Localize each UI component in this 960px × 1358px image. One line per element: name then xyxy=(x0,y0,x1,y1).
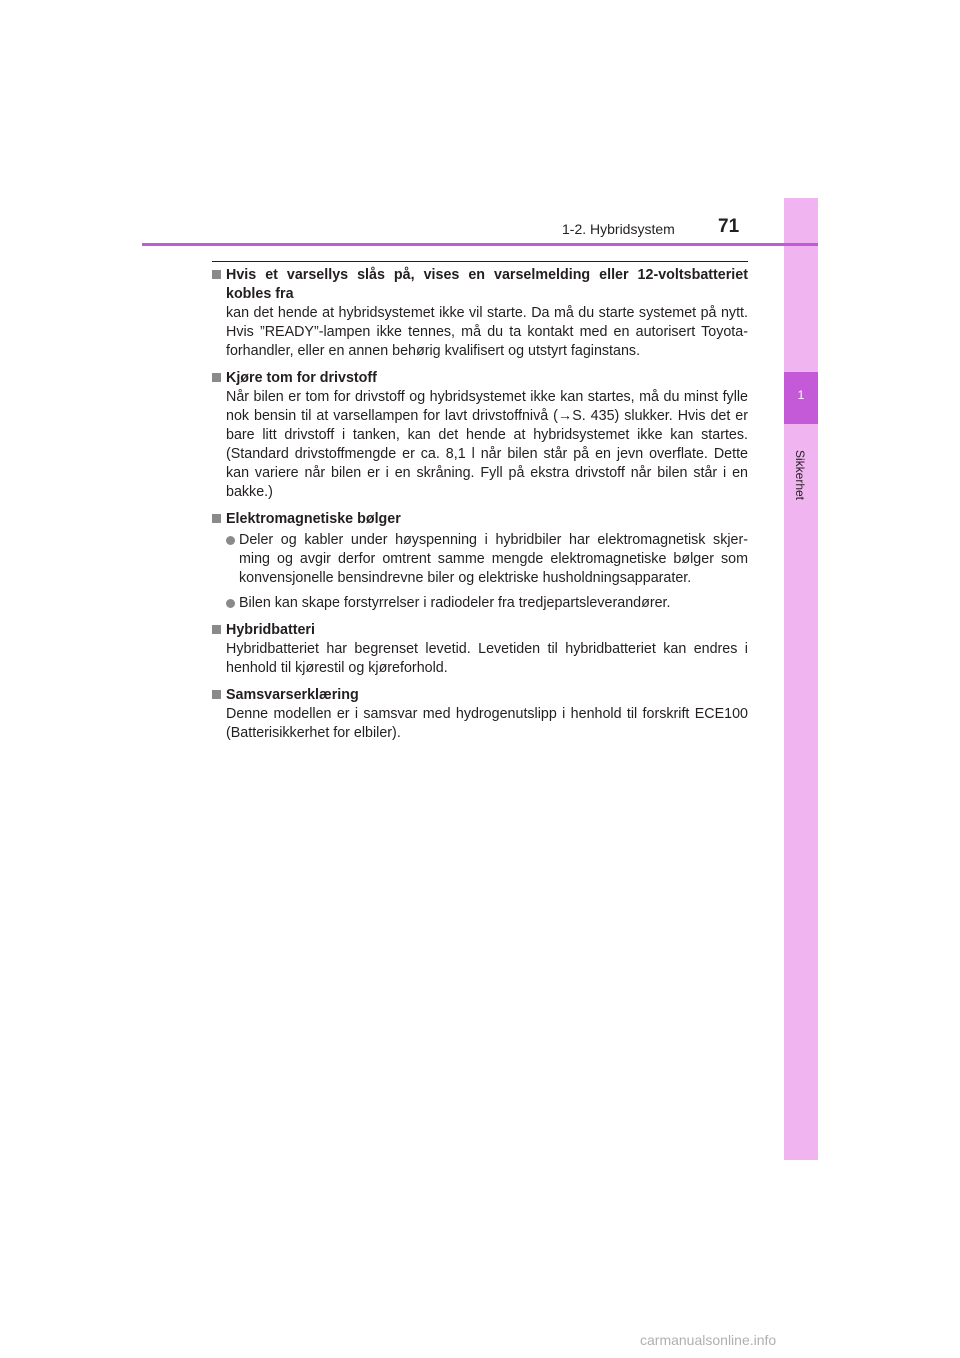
section-title: Samsvarserklæring xyxy=(226,687,359,703)
chapter-title xyxy=(780,440,820,510)
bullet-dot-icon xyxy=(226,599,235,608)
watermark: carmanualsonline.info xyxy=(640,1332,777,1348)
section-warning xyxy=(212,266,748,361)
section-conformity xyxy=(212,686,748,743)
section-title: Hybridbatteri xyxy=(226,622,315,638)
section-square-icon xyxy=(212,514,221,523)
section-square-icon xyxy=(212,270,221,279)
section-body: kan det hende at hybridsystemet ikke vil starte. Da må du starte systemet på nytt. Hvis ”READY”-lampen ikke tennes, må du ta kontakt med en autorisert Toyota-forhandler, eller en annen behørig kvalifisert og utstyrt faginstans. xyxy=(226,305,748,359)
page-number: 71 xyxy=(718,216,740,237)
section-em-waves xyxy=(212,510,748,613)
section-body: Denne modellen er i samsvar med hydrogenutslipp i henhold til forskrift ECE100 (Batterisikkerhet for elbiler). xyxy=(226,706,748,741)
chapter-side-tab xyxy=(784,198,818,1160)
list-item xyxy=(226,531,748,588)
chapter-number: 1 xyxy=(797,388,805,402)
section-square-icon xyxy=(212,690,221,699)
section-square-icon xyxy=(212,373,221,382)
bullet-dot-icon xyxy=(226,536,235,545)
list-item-text: Deler og kabler under høyspenning i hybridbiler har elektromagnetisk skjer- ming og avgir derfor omtrent samme mengde elektromagnetiske bølger som konvensjonelle bensindrevne biler og elektriske husholdningsapparater. xyxy=(239,532,748,586)
page-reference-arrow-icon: → xyxy=(557,408,573,424)
section-fuel xyxy=(212,369,748,502)
section-label: 1-2. Hybridsystem xyxy=(562,221,675,237)
section-title: Hvis et varsellys slås på, vises en varselmelding eller 12-voltsbatteriet kobles fra xyxy=(226,267,748,302)
list-item-text: Bilen kan skape forstyrrelser i radiodeler fra tredjepartsleverandører. xyxy=(239,595,671,611)
section-body xyxy=(226,388,748,502)
section-body: Hybridbatteriet har begrenset levetid. Levetiden til hybridbatteriet kan endres i henhold til kjørestil og kjøreforhold. xyxy=(226,641,748,676)
section-hybrid-battery xyxy=(212,621,748,678)
list-item xyxy=(226,594,748,613)
page-content xyxy=(212,266,748,751)
section-title: Kjøre tom for drivstoff xyxy=(226,370,377,386)
fuel-text-before-reference: Når bilen er tom for drivstoff og hybridsystemet ikke kan startes, må du minst fylle nok bensin til at varsellampen for lavt drivstoffnivå ( xyxy=(226,389,748,424)
bullet-list xyxy=(226,531,748,613)
content-top-rule xyxy=(212,261,748,262)
section-square-icon xyxy=(212,625,221,634)
fuel-text-after-reference: S. 435) slukker. Hvis det er bare litt drivstoff i tanken, kan det hende at hybridsystemet ikke kan startes. (Standard drivstoffmengde er ca. 8,1 l når bilen står på en jevn overflate. Dette kan variere når bilen er i en skråning. Fyll på ekstra drivstoff når bilen står i en bakke.) xyxy=(226,408,749,500)
chapter-title-text: Sikkerhet xyxy=(793,449,807,501)
header-rule xyxy=(142,243,818,246)
section-title: Elektromagnetiske bølger xyxy=(226,511,401,527)
